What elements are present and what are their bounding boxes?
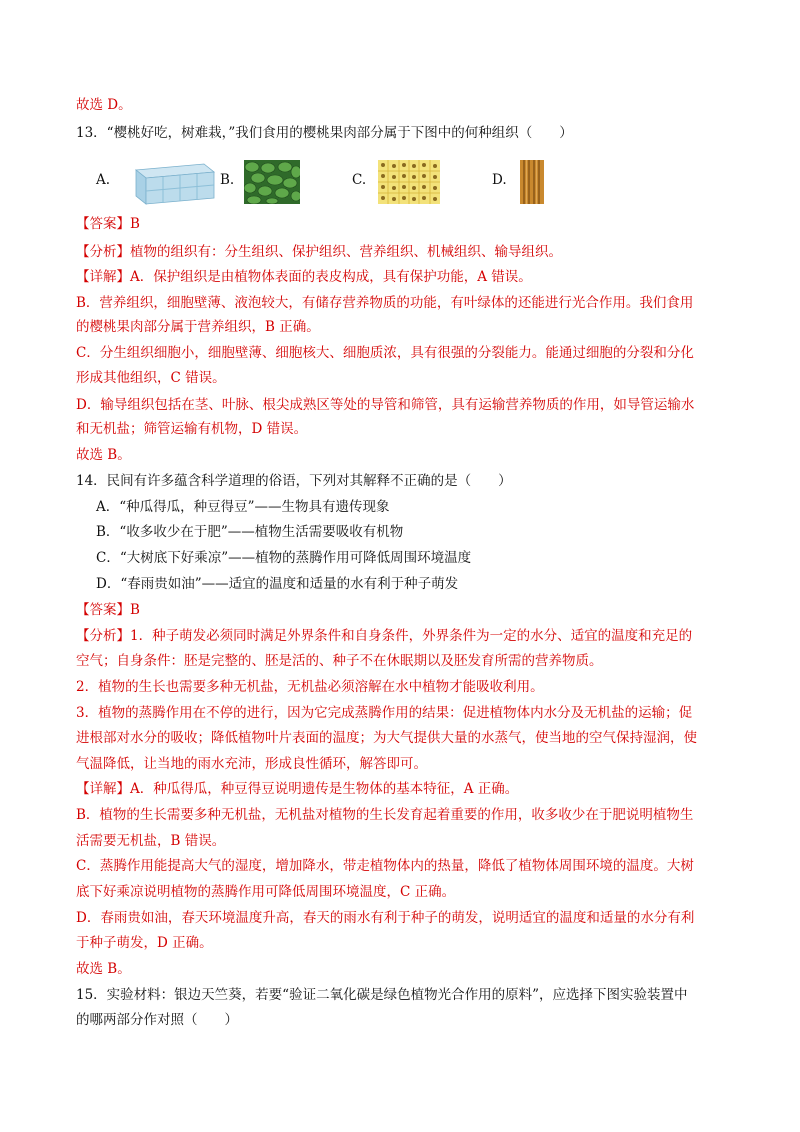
detail-line: 和无机盐；筛管运输有机物，D 错误。 [76, 421, 308, 437]
detail-line: D．输导组织包括在茎、叶脉、根尖成熟区等处的导管和筛管，具有运输营养物质的作用，如导管运输水 [76, 397, 695, 413]
detail-line: 于种子萌发，D 正确。 [76, 935, 213, 951]
meristem-tissue-image [378, 160, 440, 204]
question-14-stem: 14．民间有许多蕴含科学道理的俗语，下列对其解释不正确的是（ ） [76, 473, 512, 489]
detail-line: 活需要无机盐，B 错误。 [76, 833, 226, 849]
analysis-line: 2．植物的生长也需要多种无机盐，无机盐必须溶解在水中植物才能吸收利用。 [76, 679, 544, 695]
question-13-options [96, 160, 736, 204]
selection-line: 故选 B。 [76, 961, 131, 977]
detail-line: C．分生组织细胞小，细胞壁薄、细胞核大、细胞质浓，具有很强的分裂能力。能通过细胞的分裂和分化 [76, 345, 694, 361]
answer-line: 【答案】B [76, 602, 140, 618]
question-15-stem-cont: 的哪两部分作对照（ ） [76, 1012, 238, 1028]
detail-line: 的樱桃果肉部分属于营养组织，B 正确。 [76, 319, 320, 335]
analysis-line: 气温降低，让当地的雨水充沛，形成良性循环，解答即可。 [76, 756, 427, 772]
option-b: B．“收多收少在于肥”——植物生活需要吸收有机物 [96, 524, 404, 540]
option-d-label: D. [492, 172, 507, 188]
answer-line: 【答案】B [76, 216, 140, 232]
detail-line: 形成其他组织，C 错误。 [76, 370, 226, 386]
detail-line: B．营养组织，细胞壁薄、液泡较大，有储存营养物质的功能，有叶绿体的还能进行光合作用。我们食用 [76, 295, 694, 311]
detail-line: 底下好乘凉说明植物的蒸腾作用可降低周围环境温度，C 正确。 [76, 884, 456, 900]
analysis-line: 3．植物的蒸腾作用在不停的进行，因为它完成蒸腾作用的结果：促进植物体内水分及无机盐的运输；促 [76, 705, 693, 721]
option-c-label: C. [352, 172, 367, 188]
question-13-stem: 13．“樱桃好吃，树难栽，”我们食用的樱桃果肉部分属于下图中的何种组织（ ） [76, 125, 573, 141]
selection-line: 故选 B。 [76, 447, 131, 463]
option-d: D．“春雨贵如油”——适宜的温度和适量的水有利于种子萌发 [96, 576, 459, 592]
parenchyma-tissue-image [244, 160, 300, 204]
conducting-tissue-image [520, 160, 544, 204]
option-a: A．“种瓜得瓜，种豆得豆”——生物具有遗传现象 [96, 499, 390, 515]
detail-line: B．植物的生长需要多种无机盐，无机盐对植物的生长发育起着重要的作用，收多收少在于肥说明植物生 [76, 807, 694, 823]
analysis-line: 【分析】植物的组织有：分生组织、保护组织、营养组织、机械组织、输导组织。 [76, 244, 562, 260]
analysis-line: 空气；自身条件：胚是完整的、胚是活的、种子不在休眠期以及胚发育所需的营养物质。 [76, 653, 603, 669]
detail-line: 【详解】A．种瓜得瓜，种豆得豆说明遗传是生物体的基本特征，A 正确。 [76, 781, 519, 797]
detail-line: C．蒸腾作用能提高大气的湿度，增加降水，带走植物体内的热量，降低了植物体周围环境的温度。大树 [76, 858, 694, 874]
protective-tissue-image [126, 162, 216, 206]
option-b-label: B. [220, 172, 235, 188]
option-a-label: A. [96, 172, 111, 188]
option-c: C．“大树底下好乘凉”——植物的蒸腾作用可降低周围环境温度 [96, 550, 472, 566]
detail-line: D．春雨贵如油，春天环境温度升高，春天的雨水有利于种子的萌发，说明适宜的温度和适量的水分有利 [76, 910, 695, 926]
question-15-stem: 15．实验材料：银边天竺葵，若要“验证二氧化碳是绿色植物光合作用的原料”，应选择下图实验装置中 [76, 987, 688, 1003]
analysis-line: 进根部对水分的吸收；降低植物叶片表面的温度；为大气提供大量的水蒸气，使当地的空气保持湿润，使 [76, 730, 697, 746]
detail-line: 【详解】A．保护组织是由植物体表面的表皮构成，具有保护功能，A 错误。 [76, 269, 532, 285]
analysis-line: 【分析】1．种子萌发必须同时满足外界条件和自身条件，外界条件为一定的水分、适宜的温度和充足的 [76, 628, 693, 644]
text-line: 故选 D。 [76, 97, 132, 113]
